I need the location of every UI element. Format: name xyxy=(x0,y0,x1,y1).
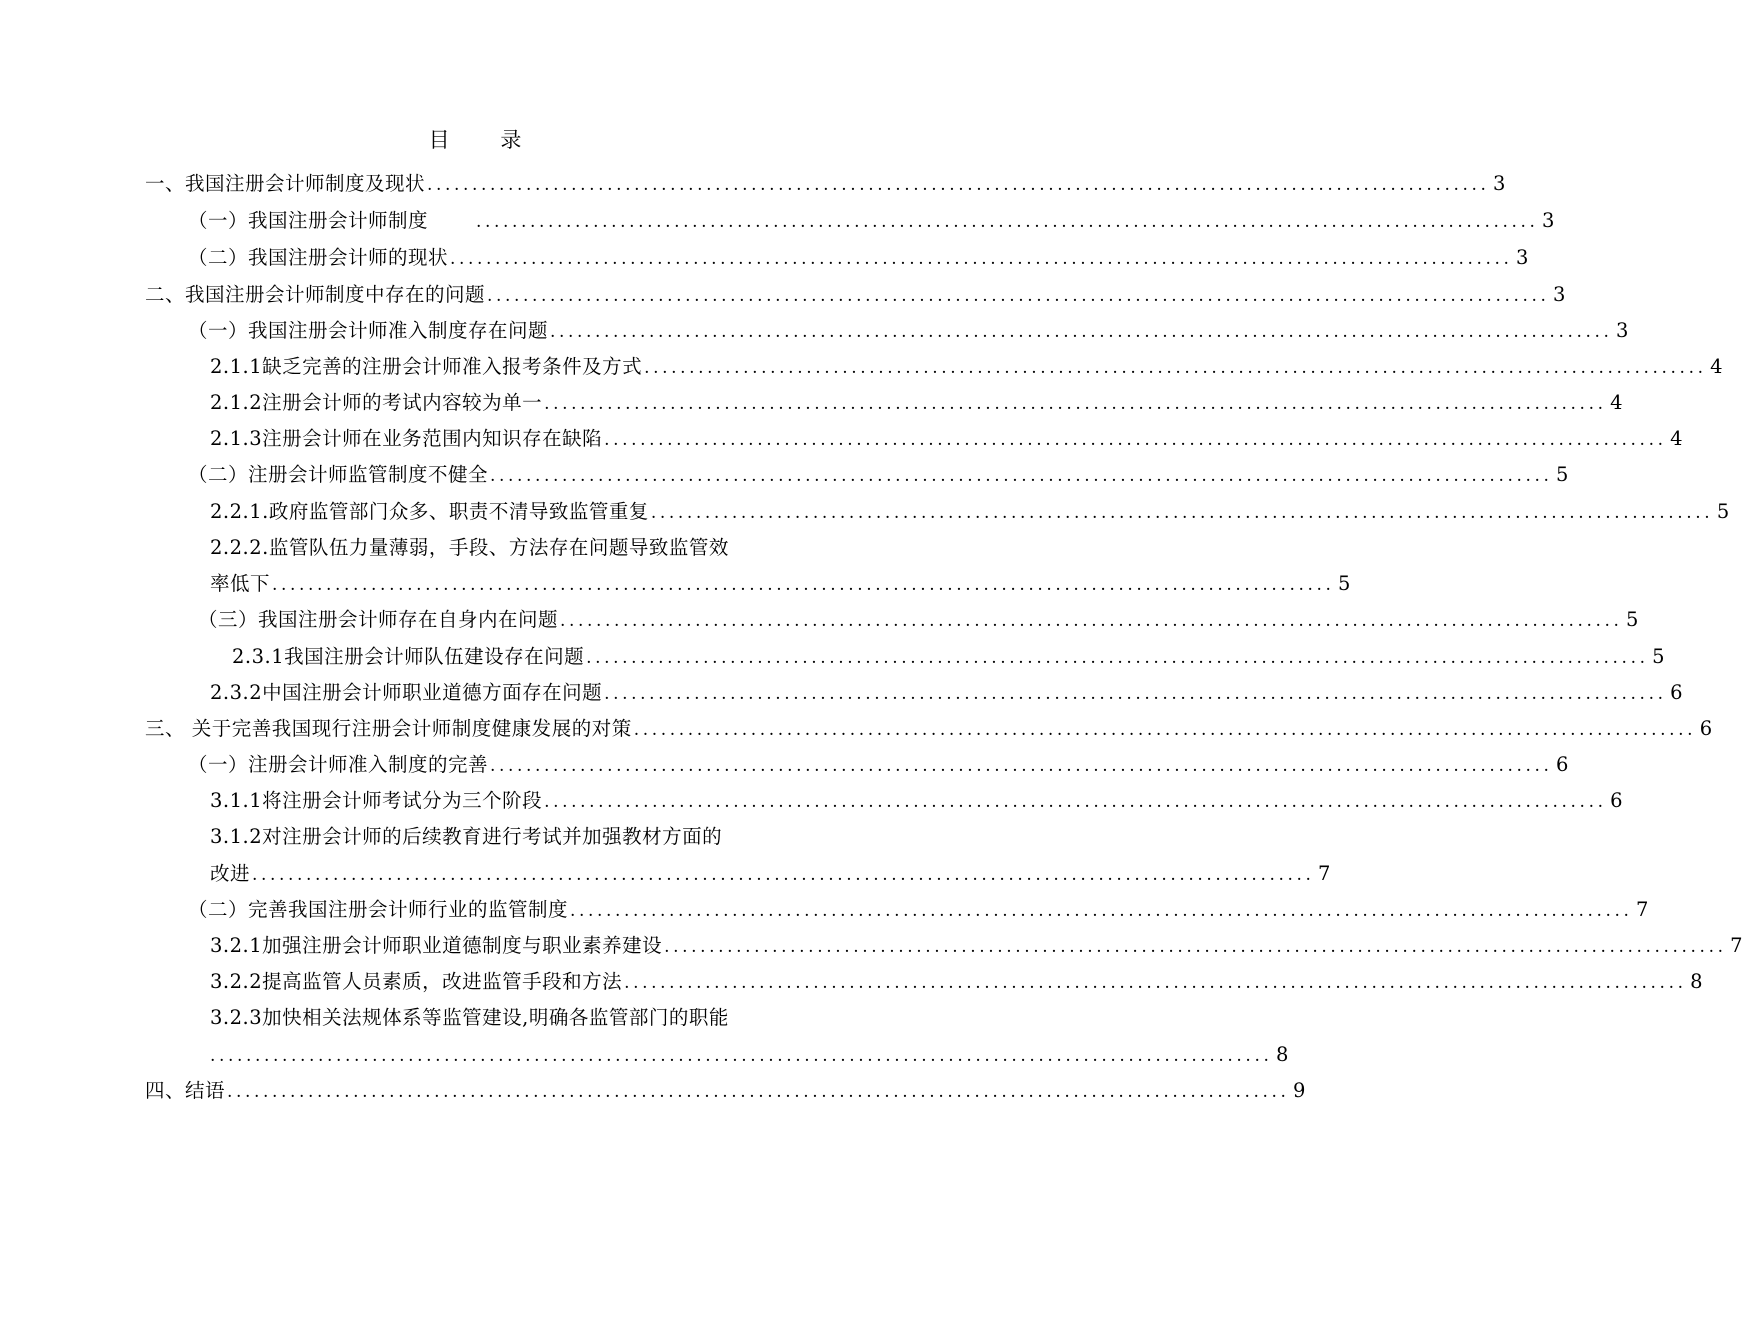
toc-entry-text: 3.2.1加强注册会计师职业道德制度与职业素养建设 xyxy=(210,934,663,957)
toc-entry-page: 3 xyxy=(1516,246,1529,269)
toc-leader: ...................................................................................................................... xyxy=(252,865,1315,885)
toc-entry[interactable] xyxy=(210,424,1683,454)
toc-entry[interactable] xyxy=(188,750,1569,780)
toc-entry-page: 7 xyxy=(1730,934,1743,957)
toc-entry-page: 6 xyxy=(1610,789,1623,812)
toc-entry[interactable] xyxy=(188,460,1569,490)
toc-entry-text: 3.2.2提高监管人员素质，改进监管手段和方法 xyxy=(210,970,623,993)
toc-leader: ...................................................................................................................... xyxy=(427,175,1490,195)
toc-entry[interactable] xyxy=(210,352,1723,382)
toc-entry-page: 8 xyxy=(1276,1043,1289,1066)
toc-entry-page: 6 xyxy=(1670,681,1683,704)
toc-entry[interactable] xyxy=(145,714,1713,744)
toc-entry-page: 3 xyxy=(1542,209,1555,232)
toc-leader: ...................................................................................................................... xyxy=(450,249,1513,269)
toc-entry-text: （三）我国注册会计师存在自身内在问题 xyxy=(198,608,559,631)
toc-entry-text: 2.2.1.政府监管部门众多、职责不清导致监管重复 xyxy=(210,500,649,523)
toc-entry[interactable] xyxy=(145,169,1506,199)
toc-entry-text-cont: 改进 xyxy=(210,862,251,885)
toc-leader: ...................................................................................................................... xyxy=(272,575,1335,595)
toc-entry[interactable] xyxy=(210,678,1683,708)
toc-entry-page: 3 xyxy=(1493,172,1506,195)
toc-leader: ...................................................................................................................... xyxy=(604,430,1667,450)
toc-entry-page: 5 xyxy=(1652,645,1665,668)
toc-entry-text: （二）完善我国注册会计师行业的监管制度 xyxy=(188,898,569,921)
toc-entry-page: 5 xyxy=(1626,608,1639,631)
toc-leader: ...................................................................................................................... xyxy=(644,358,1707,378)
toc-entry-text: （一）我国注册会计师制度 xyxy=(188,209,429,232)
toc-entry-page: 3 xyxy=(1553,283,1566,306)
toc-entry-page: 6 xyxy=(1699,717,1713,740)
toc-leader: ...................................................................................................................... xyxy=(570,901,1633,921)
toc-entry-page: 5 xyxy=(1716,500,1730,523)
toc-entry-text: 2.3.1我国注册会计师队伍建设存在问题 xyxy=(232,645,585,668)
toc-entry-text: （一）注册会计师准入制度的完善 xyxy=(188,753,489,776)
toc-leader: ...................................................................................................................... xyxy=(586,648,1649,668)
toc-leader: ...................................................................................................................... xyxy=(476,212,1539,232)
toc-leader: ...................................................................................................................... xyxy=(604,684,1667,704)
toc-entry[interactable] xyxy=(188,243,1529,273)
toc-entry[interactable] xyxy=(210,569,1351,599)
toc-entry-page: 3 xyxy=(1616,319,1629,342)
toc-entry-text: （一）我国注册会计师准入制度存在问题 xyxy=(188,319,549,342)
toc-leader: ...................................................................................................................... xyxy=(550,322,1613,342)
toc-leader: ...................................................................................................................... xyxy=(633,720,1697,740)
toc-entry[interactable] xyxy=(232,642,1665,672)
toc-leader: ...................................................................................................................... xyxy=(487,286,1550,306)
toc-entry[interactable] xyxy=(188,206,1555,236)
toc-entry-text[interactable]: 3.2.3加快相关法规体系等监管建设,明确各监管部门的职能 xyxy=(210,1006,729,1029)
toc-entry-page: 7 xyxy=(1636,898,1649,921)
toc-leader: ...................................................................................................................... xyxy=(490,466,1553,486)
toc-leader: ...................................................................................................................... xyxy=(624,973,1687,993)
toc-entry-text: 3.1.1将注册会计师考试分为三个阶段 xyxy=(210,789,543,812)
toc-leader: ...................................................................................................................... xyxy=(227,1082,1290,1102)
toc-leader: ...................................................................................................................... xyxy=(664,937,1727,957)
toc-leader: ...................................................................................................................... xyxy=(210,1046,1273,1066)
toc-entry-text: 2.1.2注册会计师的考试内容较为单一 xyxy=(210,391,543,414)
toc-entry-text[interactable]: 3.1.2对注册会计师的后续教育进行考试并加强教材方面的 xyxy=(210,825,723,848)
toc-entry[interactable] xyxy=(145,280,1566,310)
toc-entry[interactable] xyxy=(210,931,1743,961)
toc-entry-page: 7 xyxy=(1318,862,1331,885)
toc-entry-text[interactable]: 2.2.2.监管队伍力量薄弱，手段、方法存在问题导致监管效 xyxy=(210,536,729,559)
toc-entry[interactable] xyxy=(145,1076,1306,1106)
toc-leader: ...................................................................................................................... xyxy=(544,394,1607,414)
toc-entry-page: 9 xyxy=(1293,1079,1306,1102)
toc-entry[interactable] xyxy=(210,1040,1289,1070)
toc-entry-text-cont: 率低下 xyxy=(210,572,271,595)
toc-entry-text: 2.1.3注册会计师在业务范围内知识存在缺陷 xyxy=(210,427,603,450)
toc-entry-page: 4 xyxy=(1610,391,1623,414)
toc-entry-text: 二、我国注册会计师制度中存在的问题 xyxy=(145,283,486,306)
toc-title: 目 录 xyxy=(428,128,544,152)
toc-entry[interactable] xyxy=(210,967,1703,997)
toc-entry-text: 一、我国注册会计师制度及现状 xyxy=(145,172,426,195)
toc-entry-page: 4 xyxy=(1710,355,1723,378)
toc-entry[interactable] xyxy=(210,786,1623,816)
toc-leader: ...................................................................................................................... xyxy=(490,756,1553,776)
toc-entry-page: 5 xyxy=(1556,463,1569,486)
toc-entry-text: 2.1.1缺乏完善的注册会计师准入报考条件及方式 xyxy=(210,355,643,378)
toc-entry[interactable] xyxy=(210,388,1623,418)
toc-entry-text: 四、结语 xyxy=(145,1079,226,1102)
toc-entry[interactable] xyxy=(210,497,1730,527)
toc-entry-text: 2.3.2中国注册会计师职业道德方面存在问题 xyxy=(210,681,603,704)
toc-entry[interactable] xyxy=(210,859,1331,889)
toc-leader: ...................................................................................................................... xyxy=(650,503,1714,523)
toc-leader: ...................................................................................................................... xyxy=(544,792,1607,812)
toc-entry-page: 6 xyxy=(1556,753,1569,776)
toc-entry[interactable] xyxy=(198,605,1639,635)
toc-entry-text: 三、 关于完善我国现行注册会计师制度健康发展的对策 xyxy=(145,717,632,740)
toc-entry-page: 8 xyxy=(1690,970,1703,993)
toc-entry[interactable] xyxy=(188,316,1629,346)
toc-entry-text: （二）我国注册会计师的现状 xyxy=(188,246,449,269)
toc-entry-page: 4 xyxy=(1670,427,1683,450)
toc-entry[interactable] xyxy=(188,895,1649,925)
toc-entry-page: 5 xyxy=(1338,572,1351,595)
toc-entry-text: （二）注册会计师监管制度不健全 xyxy=(188,463,489,486)
toc-leader: ...................................................................................................................... xyxy=(560,611,1623,631)
